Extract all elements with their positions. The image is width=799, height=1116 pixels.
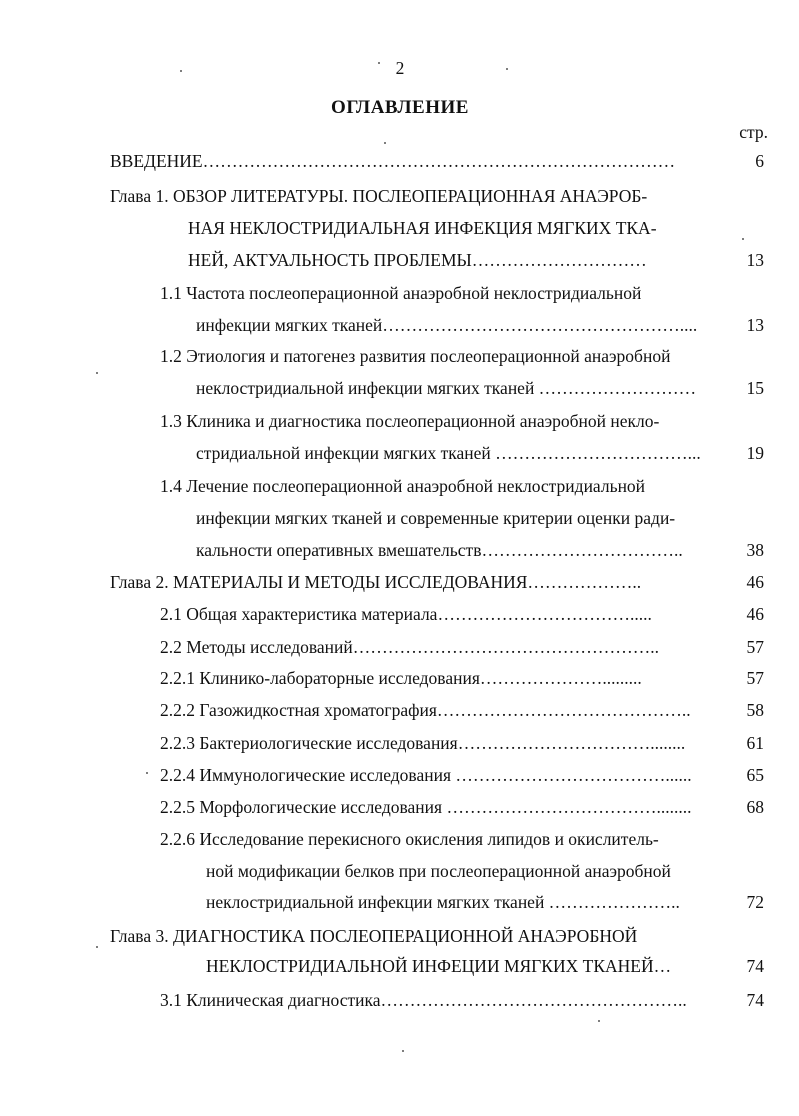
toc-entry-page: 57: [746, 637, 764, 657]
toc-entry-page: 6: [755, 151, 764, 171]
toc-entry-page: 58: [746, 700, 764, 720]
scan-speck: [506, 68, 508, 70]
toc-entry-page: 13: [746, 250, 764, 270]
toc-entry-text: 2.2.3 Бактериологические исследования……………………………........: [160, 733, 686, 753]
toc-entry-page: 72: [746, 892, 764, 912]
scan-speck: [146, 772, 148, 774]
page-column-label: стр.: [739, 122, 768, 142]
page-title: ОГЛАВЛЕНИЕ: [331, 97, 469, 118]
toc-entry-text: неклостридиальной инфекции мягких тканей ………………………: [196, 378, 697, 398]
scan-speck: [402, 1050, 404, 1052]
toc-entry-text: стридиальной инфекции мягких тканей ……………………………...: [196, 443, 701, 463]
toc-entry-text: 3.1 Клиническая диагностика……………………………………………..: [160, 990, 687, 1010]
toc-entry-text: 2.2.5 Морфологические исследования ………………………………........: [160, 797, 692, 817]
toc-entry-page: 46: [746, 572, 764, 592]
scan-speck: [96, 946, 98, 948]
scan-speck: [96, 372, 98, 374]
toc-entry-page: 15: [746, 378, 764, 398]
toc-entry-text: инфекции мягких тканей……………………………………………....: [196, 315, 698, 335]
toc-entry-text: кальности оперативных вмешательств……………………………..: [196, 540, 683, 560]
toc-entry-text: ной модификации белков при послеоперационной анаэробной: [206, 861, 671, 881]
scan-speck: [598, 1020, 600, 1022]
toc-entry-text: 1.1 Частота послеоперационной анаэробной неклостридиальной: [160, 283, 642, 303]
toc-entry-page: 38: [746, 540, 764, 560]
toc-entry-page: 65: [746, 765, 764, 785]
toc-entry-page: 68: [746, 797, 764, 817]
toc-entry-text: неклостридиальной инфекции мягких тканей …………………..: [206, 892, 680, 912]
toc-entry-page: 74: [746, 956, 764, 976]
toc-entry-text: 2.2.2 Газожидкостная хроматография……………………………………..: [160, 700, 691, 720]
toc-entry-text: ВВЕДЕНИЕ………………………………………………………………………: [110, 151, 676, 171]
toc-entry-page: 57: [746, 668, 764, 688]
toc-entry-text: Глава 1. ОБЗОР ЛИТЕРАТУРЫ. ПОСЛЕОПЕРАЦИОННАЯ АНАЭРОБ-: [110, 186, 648, 206]
toc-entry-page: 46: [746, 604, 764, 624]
toc-entry-text: 1.2 Этиология и патогенез развития послеоперационной анаэробной: [160, 346, 671, 366]
toc-entry-text: 2.2.1 Клинико-лабораторные исследования………………….........: [160, 668, 642, 688]
toc-entry-text: Глава 2. МАТЕРИАЛЫ И МЕТОДЫ ИССЛЕДОВАНИЯ………………..: [110, 572, 642, 592]
toc-entry-page: 61: [746, 733, 764, 753]
toc-entry-text: инфекции мягких тканей и современные критерии оценки ради-: [196, 508, 676, 528]
scan-speck: [384, 142, 386, 144]
scan-speck: [180, 70, 182, 72]
scan-speck: [378, 62, 380, 64]
toc-entry-text: 1.3 Клиника и диагностика послеоперационной анаэробной некло-: [160, 411, 660, 431]
toc-entry-text: 1.4 Лечение послеоперационной анаэробной неклостридиальной: [160, 476, 646, 496]
toc-entry-page: 74: [746, 990, 764, 1010]
scan-speck: [742, 238, 744, 240]
toc-entry-text: 2.2.4 Иммунологические исследования ………………………………......: [160, 765, 692, 785]
toc-entry-text: НАЯ НЕКЛОСТРИДИАЛЬНАЯ ИНФЕКЦИЯ МЯГКИХ ТКА-: [188, 218, 657, 238]
toc-entry-text: 2.2 Методы исследований……………………………………………..: [160, 637, 660, 657]
page-number: 2: [395, 58, 405, 78]
toc-entry-text: НЕЙ, АКТУАЛЬНОСТЬ ПРОБЛЕМЫ…………………………: [188, 250, 647, 270]
toc-entry-page: 13: [746, 315, 764, 335]
toc-entry-text: 2.1 Общая характеристика материала…………………………….....: [160, 604, 652, 624]
toc-entry-page: 19: [746, 443, 764, 463]
toc-entry-text: НЕКЛОСТРИДИАЛЬНОЙ ИНФЕЦИИ МЯГКИХ ТКАНЕЙ…: [206, 956, 672, 976]
toc-entry-text: 2.2.6 Исследование перекисного окисления липидов и окислитель-: [160, 829, 659, 849]
toc-entry-text: Глава 3. ДИАГНОСТИКА ПОСЛЕОПЕРАЦИОННОЙ АНАЭРОБНОЙ: [110, 926, 638, 946]
